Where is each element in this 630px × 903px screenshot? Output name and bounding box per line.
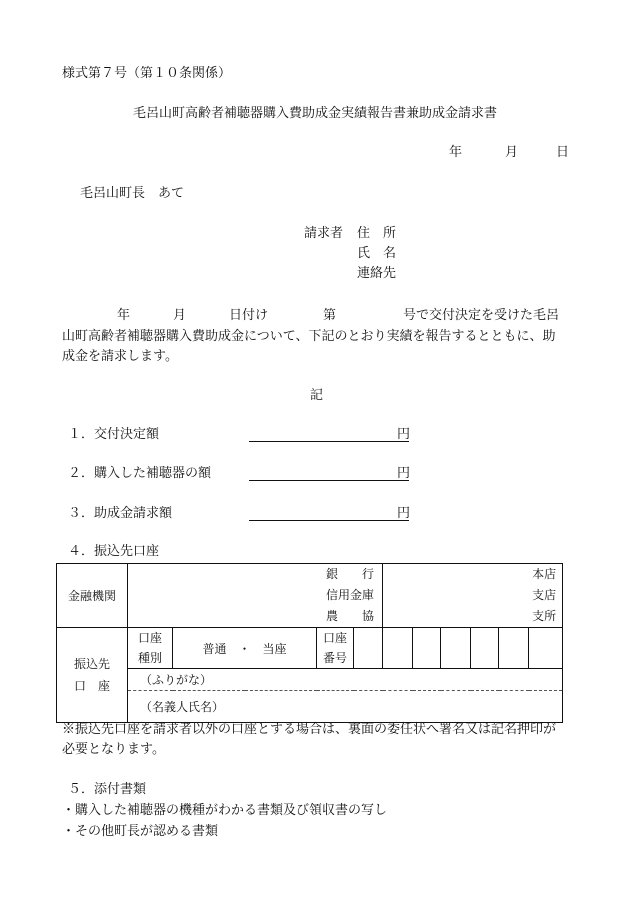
furigana-field[interactable]: （ふりがな） [128,669,563,691]
claimant-label: 請求者 [304,226,344,241]
account-number-label [317,628,354,669]
account-type-label-line2: 種別 [138,651,163,665]
claimant-address-label: 住 所 [357,226,397,241]
account-type-value[interactable]: 普通 ・ 当座 [173,628,317,669]
bank-type-bank: 銀 行 [326,567,375,581]
body-month: 月 [173,308,187,323]
yen-unit: 円 [397,506,411,521]
bank-type-credit-union: 信用金庫 [326,588,375,602]
attachment-item: ・その他町長が認める書類 [62,824,219,839]
body-dated: 日付け [229,308,269,323]
document-title: 毛呂山町高齢者補聴器購入費助成金実績報告書兼助成金請求書 [132,106,497,121]
account-number-label-line2: 番号 [323,651,348,665]
date-month-label: 月 [505,145,519,160]
item-label: １．交付決定額 [68,427,160,442]
account-digit-cell[interactable] [471,628,499,669]
transfer-account-label [57,628,128,723]
body-line3: 成金を請求します。 [62,349,178,364]
bank-type-agricultural-coop: 農 協 [326,609,375,623]
item-label: ３．助成金請求額 [68,506,173,521]
transfer-account-label-line1: 振込先 [73,657,110,671]
yen-unit: 円 [397,466,411,481]
amount-field-line[interactable] [249,520,409,521]
date-day-label: 日 [556,145,570,160]
claimant-contact-label: 連絡先 [357,266,397,281]
bank-name-cell[interactable] [128,564,383,628]
yen-unit: 円 [397,427,411,442]
account-digit-cell[interactable] [529,628,563,669]
account-type-label-line1: 口座 [138,631,163,645]
account-holder-name-field[interactable]: （名義人氏名） [128,691,563,723]
body-number-prefix: 第 [323,308,337,323]
item-label: ２．購入した補聴器の額 [68,466,212,481]
account-digit-cell[interactable] [383,628,413,669]
branch-type-office: 支所 [532,609,557,623]
branch-type-branch: 支店 [532,588,557,602]
bank-account-table [56,563,563,723]
transfer-account-label-line2: 口 座 [73,679,110,693]
body-line2: 山町高齢者補聴器購入費助成金について、下記のとおり実績を報告するとともに、助 [62,329,556,344]
date-year-label: 年 [449,145,463,160]
amount-field-line[interactable] [249,441,409,442]
account-number-label-line1: 口座 [323,631,348,645]
account-digit-cell[interactable] [441,628,471,669]
bank-note-line1: ※振込先口座を請求者以外の口座とする場合は、裏面の委任状へ署名又は記名押印が [62,722,557,737]
amount-field-line[interactable] [249,480,409,481]
branch-name-cell[interactable] [383,564,563,628]
bank-note-line2: 必要となります。 [62,742,165,757]
bank-section-heading: ４．振込先口座 [68,544,160,559]
account-digit-cell[interactable] [354,628,383,669]
account-type-label [128,628,173,669]
account-digit-cell[interactable] [413,628,441,669]
ki-label: 記 [310,388,324,403]
body-year: 年 [117,308,131,323]
financial-institution-label: 金融機関 [57,564,128,628]
form-number: 様式第７号（第１０条関係） [62,66,232,81]
attachment-item: ・購入した補聴器の機種がわかる書類及び領収書の写し [62,803,388,818]
account-digit-cell[interactable] [499,628,529,669]
claimant-name-label: 氏 名 [357,246,397,261]
branch-type-main: 本店 [532,567,557,581]
attachments-heading: ５．添付書類 [68,782,147,797]
body-line1-rest: 号で交付決定を受けた毛呂 [403,308,560,323]
addressee: 毛呂山町長 あて [80,186,185,201]
